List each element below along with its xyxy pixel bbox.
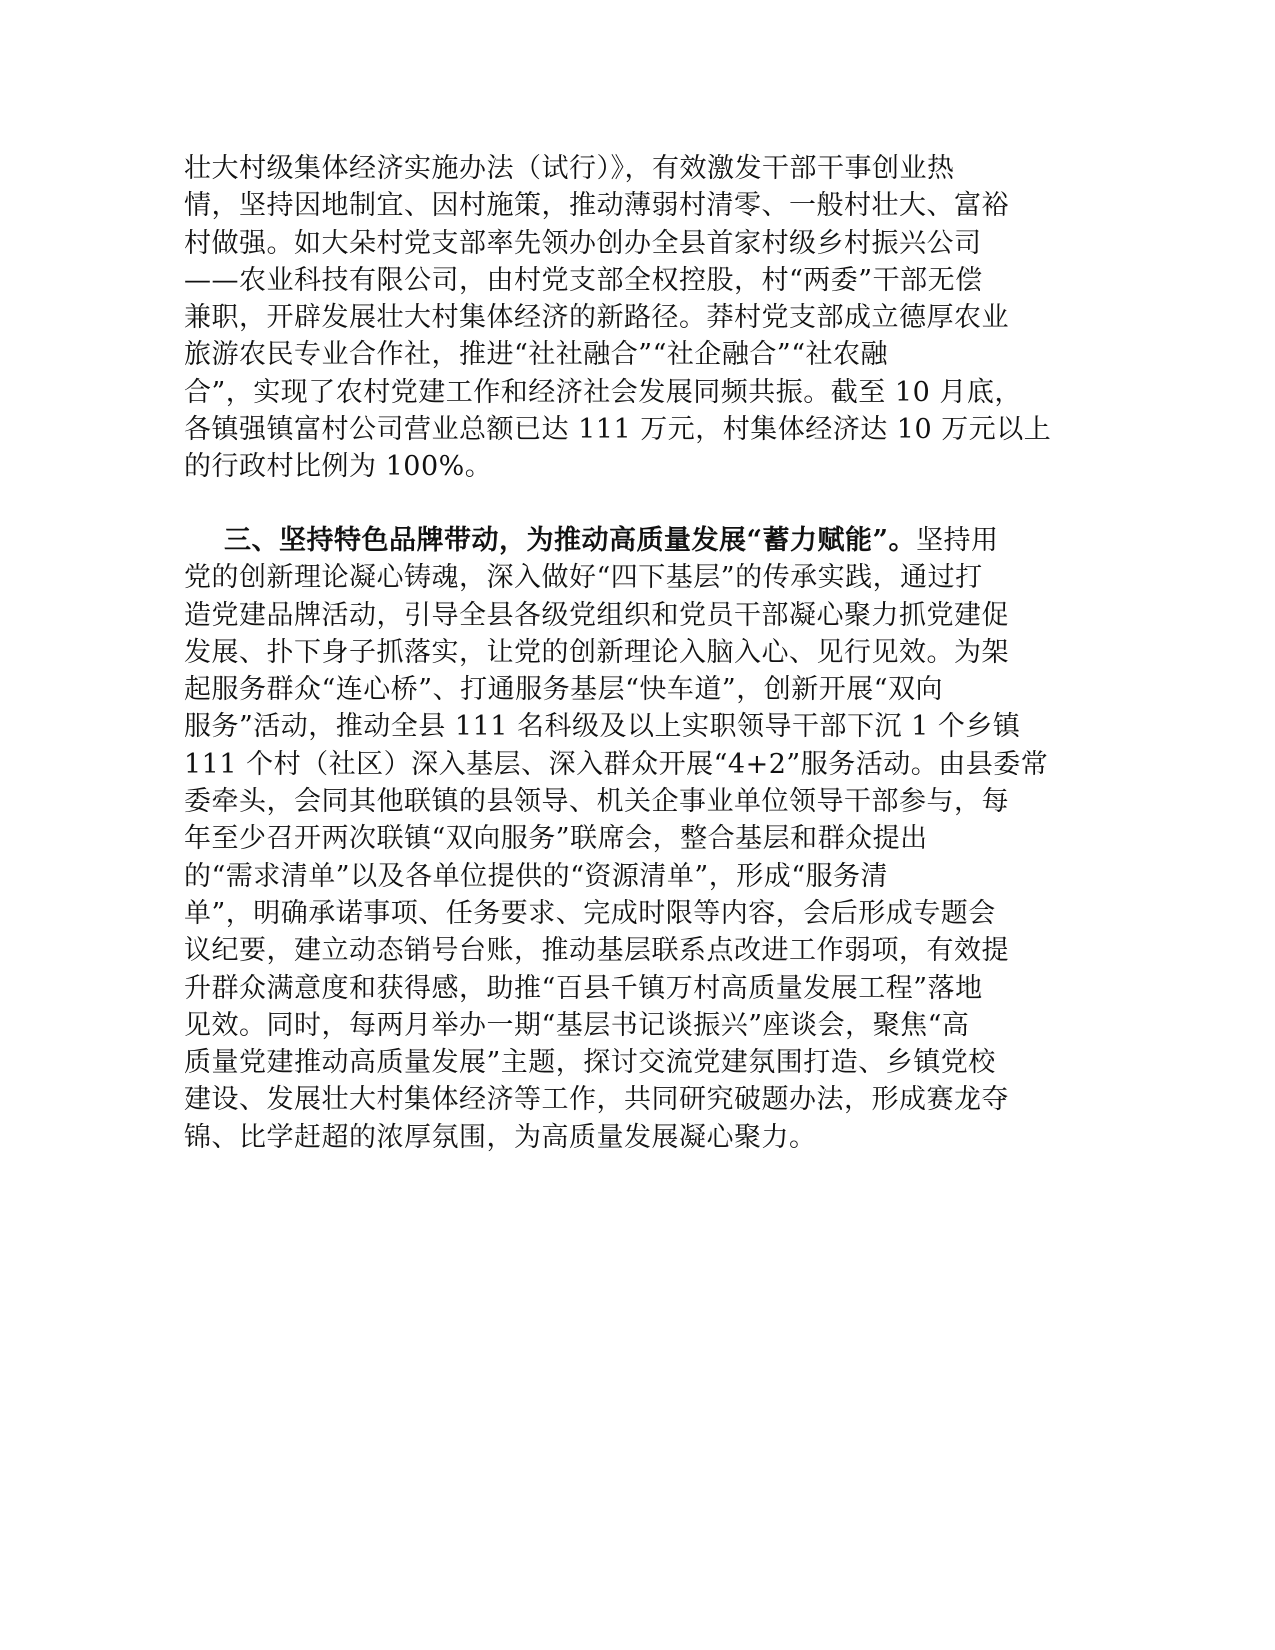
paragraph-line: 发展、扑下身子抓落实，让党的创新理论入脑入心、见行见效。为架 [184,636,1009,668]
paragraph-first-line [184,522,1084,559]
paragraph-line: 起服务群众“连心桥”、打通服务基层“快车道”，创新开展“双向 [184,674,944,706]
paragraph-line: 壮大村级集体经济实施办法（试行）》，有效激发干部干事创业热 [184,153,955,184]
paragraph-line: 议纪要，建立动态销号台账，推动基层联系点改进工作弱项，有效提 [184,935,1009,967]
paragraph-line: 单”，明确承诺事项、任务要求、完成时限等内容，会后形成专题会 [184,897,996,929]
paragraph-line: 111 个村（社区）深入基层、深入群众开展“4+2”服务活动。由县委常 [184,748,1049,780]
paragraph-line: 各镇强镇富村公司营业总额已达 111 万元，村集体经济达 10 万元以上 [184,414,1052,446]
paragraph-line: 兼职，开辟发展壮大村集体经济的新路径。莽村党支部成立德厚农业 [184,302,1009,334]
paragraph-brand-building [184,522,1084,1156]
paragraph-line: 升群众满意度和获得感，助推“百县千镇万村高质量发展工程”落地 [184,972,983,1004]
paragraph-line: 造党建品牌活动，引导全县各级党组织和党员干部凝心聚力抓党建促 [184,599,1009,631]
paragraph-line: ——农业科技有限公司，由村党支部全权控股，村“两委”干部无偿 [184,264,983,296]
paragraph-line: 情，坚持因地制宜、因村施策，推动薄弱村清零、一般村壮大、富裕 [184,190,1009,222]
paragraph-line: 质量党建推动高质量发展”主题，探讨交流党建氛围打造、乡镇党校 [184,1047,996,1079]
paragraph-line: 的“需求清单”以及各单位提供的“资源清单”，形成“服务清 [184,860,889,892]
heading-continuation: 坚持用 [916,525,999,556]
paragraph-line: 旅游农民专业合作社，推进“社社融合”“社企融合”“社农融 [184,339,889,371]
paragraph-line: 党的创新理论凝心铸魂，深入做好“四下基层”的传承实践，通过打 [184,562,983,594]
paragraph-line: 村做强。如大朵村党支部率先领办创办全县首家村级乡村振兴公司 [184,227,982,259]
paragraph-village-economy [184,150,1084,486]
paragraph-line: 服务”活动，推动全县 111 名科级及以上实职领导干部下沉 1 个乡镇 [184,711,1021,743]
section-heading: 三、坚持特色品牌带动，为推动高质量发展“蓄力赋能”。 [224,525,917,556]
paragraph-line: 锦、比学赶超的浓厚氛围，为高质量发展凝心聚力。 [184,1121,817,1153]
paragraph-line: 见效。同时，每两月举办一期“基层书记谈振兴”座谈会，聚焦“高 [184,1009,970,1041]
paragraph-line: 年至少召开两次联镇“双向服务”联席会，整合基层和群众提出 [184,823,928,855]
paragraph-line: 建设、发展壮大村集体经济等工作，共同研究破题办法，形成赛龙夺 [184,1084,1009,1116]
paragraph-line: 合”，实现了农村党建工作和经济社会发展同频共振。截至 10 月底， [184,376,1022,408]
paragraph-line: 的行政村比例为 100%。 [184,451,493,483]
paragraph-line: 委牵头，会同其他联镇的县领导、机关企事业单位领导干部参与，每 [184,786,1009,818]
